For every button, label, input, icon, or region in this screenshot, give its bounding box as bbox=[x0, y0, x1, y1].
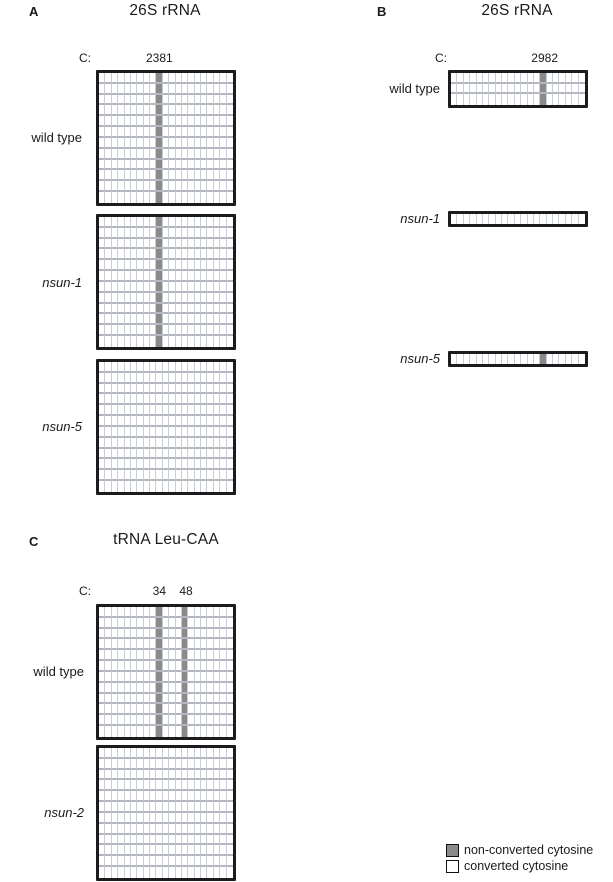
converted-cell bbox=[227, 856, 233, 867]
converted-cell bbox=[227, 694, 233, 705]
converted-cell bbox=[227, 260, 233, 271]
converted-cell bbox=[227, 449, 233, 460]
converted-cell bbox=[579, 84, 585, 95]
converted-cell bbox=[227, 759, 233, 770]
site-label-48: 48 bbox=[179, 584, 193, 598]
legend-item-converted bbox=[446, 858, 612, 874]
converted-cell bbox=[227, 271, 233, 282]
panel-c-c-label: C: bbox=[79, 584, 91, 598]
converted-cell bbox=[227, 629, 233, 640]
converted-cell bbox=[227, 249, 233, 260]
converted-cell bbox=[579, 73, 585, 84]
site-label-34: 34 bbox=[152, 584, 167, 598]
converted-cell bbox=[227, 325, 233, 336]
converted-cell bbox=[579, 94, 585, 105]
legend bbox=[446, 842, 612, 874]
panel-a-label-nsun-5: nsun-5 bbox=[42, 419, 82, 434]
converted-cell bbox=[227, 95, 233, 106]
converted-cell bbox=[227, 217, 233, 228]
converted-cell bbox=[227, 726, 233, 737]
converted-cell bbox=[227, 384, 233, 395]
converted-cell bbox=[227, 438, 233, 449]
converted-cell bbox=[227, 639, 233, 650]
converted-cell bbox=[227, 470, 233, 481]
grid-a-nsun-1 bbox=[96, 214, 236, 350]
converted-cell bbox=[227, 116, 233, 127]
site-label-2982: 2982 bbox=[531, 51, 559, 65]
converted-cell bbox=[227, 607, 233, 618]
panel-a-title: 26S rRNA bbox=[129, 2, 201, 19]
panel-b-title: 26S rRNA bbox=[481, 2, 553, 19]
legend-label: non-converted cytosine bbox=[464, 843, 594, 857]
converted-cell bbox=[227, 618, 233, 629]
converted-cell bbox=[227, 416, 233, 427]
converted-cell bbox=[227, 304, 233, 315]
non-converted-swatch-icon bbox=[446, 844, 459, 857]
converted-cell bbox=[227, 459, 233, 470]
converted-cell bbox=[227, 314, 233, 325]
converted-cell bbox=[227, 650, 233, 661]
converted-cell bbox=[227, 867, 233, 878]
grid-c-wild-type bbox=[96, 604, 236, 740]
converted-cell bbox=[227, 683, 233, 694]
converted-cell bbox=[227, 802, 233, 813]
converted-cell bbox=[227, 715, 233, 726]
converted-cell bbox=[227, 138, 233, 149]
panel-a-label-nsun-1: nsun-1 bbox=[42, 275, 82, 290]
panel-b-label-wild-type: wild type bbox=[389, 81, 440, 96]
grid-b-nsun-1 bbox=[448, 211, 588, 227]
grid-b-nsun-5 bbox=[448, 351, 588, 367]
converted-cell bbox=[227, 770, 233, 781]
converted-cell bbox=[227, 704, 233, 715]
converted-cell bbox=[227, 160, 233, 171]
converted-cell bbox=[227, 791, 233, 802]
converted-cell bbox=[227, 293, 233, 304]
converted-cell bbox=[227, 780, 233, 791]
grid-b-wild-type bbox=[448, 70, 588, 108]
panel-c-label-wild-type: wild type bbox=[33, 664, 84, 679]
converted-cell bbox=[227, 105, 233, 116]
converted-swatch-icon bbox=[446, 860, 459, 873]
converted-cell bbox=[227, 73, 233, 84]
panel-a-letter: A bbox=[29, 4, 39, 19]
converted-cell bbox=[227, 170, 233, 181]
converted-cell bbox=[227, 824, 233, 835]
grid-a-nsun-5 bbox=[96, 359, 236, 495]
panel-b-label-nsun-1: nsun-1 bbox=[400, 211, 440, 226]
converted-cell bbox=[227, 336, 233, 347]
converted-cell bbox=[227, 748, 233, 759]
converted-cell bbox=[227, 813, 233, 824]
converted-cell bbox=[579, 214, 585, 224]
converted-cell bbox=[227, 228, 233, 239]
converted-cell bbox=[227, 373, 233, 384]
panel-a-c-label: C: bbox=[79, 51, 91, 65]
grid-a-wild-type bbox=[96, 70, 236, 206]
converted-cell bbox=[227, 427, 233, 438]
converted-cell bbox=[227, 672, 233, 683]
converted-cell bbox=[227, 835, 233, 846]
converted-cell bbox=[227, 127, 233, 138]
panel-c-letter: C bbox=[29, 534, 39, 549]
grid-c-nsun-2 bbox=[96, 745, 236, 881]
panel-a-label-wild-type: wild type bbox=[31, 130, 82, 145]
panel-a-site-labels bbox=[96, 51, 236, 65]
converted-cell bbox=[227, 181, 233, 192]
converted-cell bbox=[227, 84, 233, 95]
panel-c-site-labels bbox=[96, 584, 236, 598]
converted-cell bbox=[227, 192, 233, 203]
converted-cell bbox=[227, 481, 233, 492]
panel-c-title: tRNA Leu-CAA bbox=[113, 531, 219, 548]
panel-b-site-labels bbox=[448, 51, 588, 65]
panel-c-label-nsun-2: nsun-2 bbox=[44, 805, 84, 820]
site-label-2381: 2381 bbox=[145, 51, 173, 65]
converted-cell bbox=[227, 362, 233, 373]
converted-cell bbox=[227, 405, 233, 416]
legend-label: converted cytosine bbox=[464, 859, 569, 873]
panel-b-label-nsun-5: nsun-5 bbox=[400, 351, 440, 366]
converted-cell bbox=[227, 149, 233, 160]
converted-cell bbox=[227, 394, 233, 405]
legend-item-non-converted bbox=[446, 842, 612, 858]
converted-cell bbox=[227, 239, 233, 250]
converted-cell bbox=[579, 354, 585, 364]
panel-b-c-label: C: bbox=[435, 51, 447, 65]
converted-cell bbox=[227, 661, 233, 672]
panel-b-letter: B bbox=[377, 4, 387, 19]
converted-cell bbox=[227, 845, 233, 856]
converted-cell bbox=[227, 282, 233, 293]
